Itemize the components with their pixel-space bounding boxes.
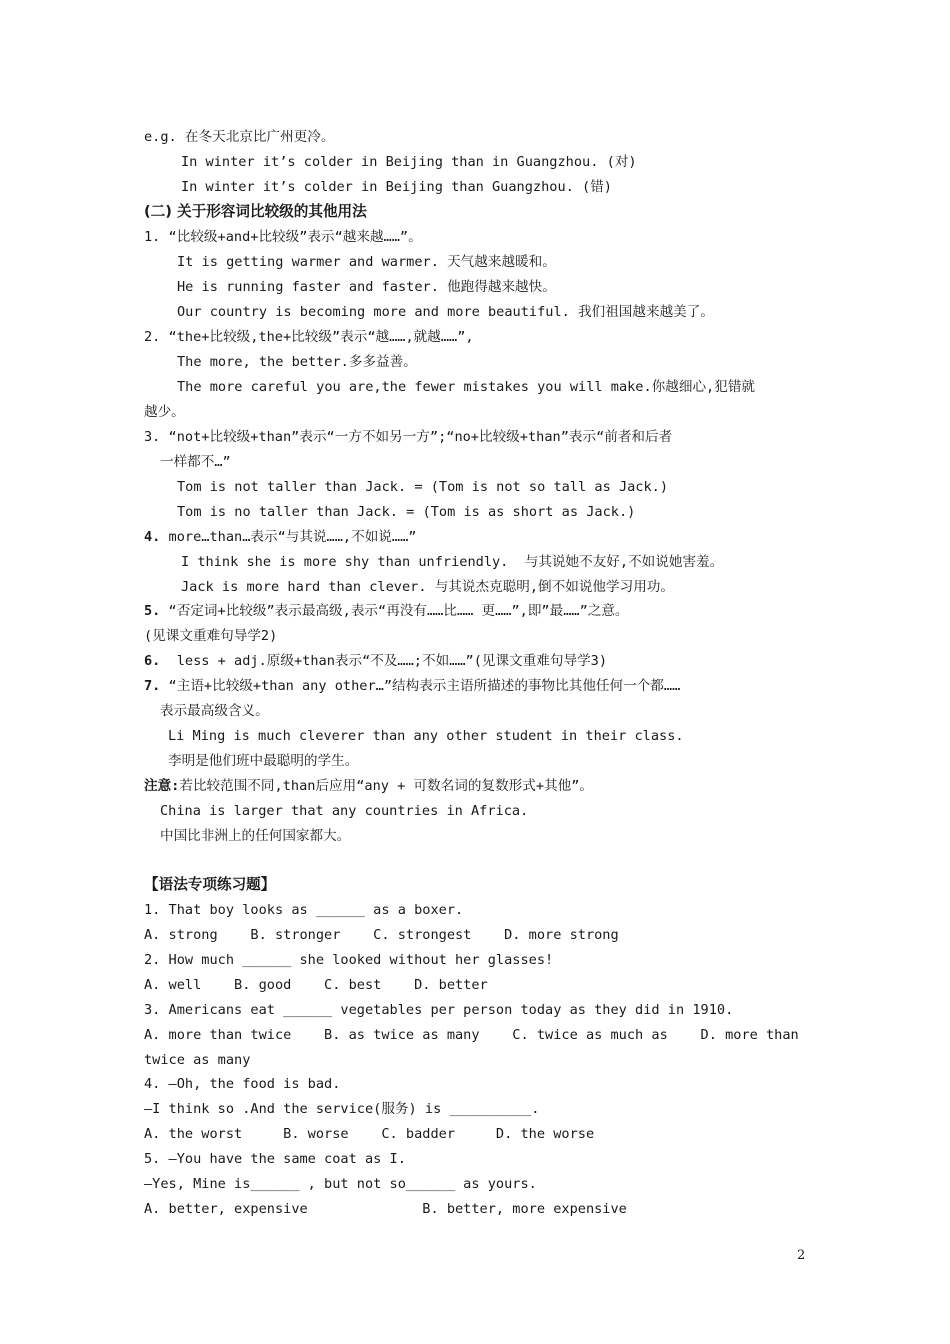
practice-heading: 【语法专项练习题】 bbox=[144, 876, 276, 893]
question-stem: —Yes, Mine is______ , but not so______ as yours. bbox=[144, 1176, 537, 1192]
question-stem: 2. How much ______ she looked without her glasses! bbox=[144, 952, 554, 968]
item7-number: 7. bbox=[144, 678, 161, 694]
question-options: A. well B. good C. best D. better bbox=[144, 977, 488, 993]
item6-title bbox=[144, 652, 607, 670]
item2-title: 2. “the+比较级,the+比较级”表示“越……,就越……”, bbox=[144, 329, 474, 345]
item1-title: 1. “比较级+and+比较级”表示“越来越……”。 bbox=[144, 229, 422, 245]
note-label: 注意: bbox=[144, 778, 180, 794]
item4-example: I think she is more shy than unfriendly. 与其说她不友好,不如说她害羞。 bbox=[181, 554, 724, 570]
note-example: China is larger that any countries in Africa. bbox=[160, 803, 529, 819]
item1-example: He is running faster and faster. 他跑得越来越快。 bbox=[177, 279, 556, 295]
note-example: 中国比非洲上的任何国家都大。 bbox=[160, 828, 351, 844]
example-eg: e.g. 在冬天北京比广州更冷。 bbox=[144, 129, 335, 145]
item7-title bbox=[144, 677, 680, 695]
note-text: 若比较范围不同,than后应用“any + 可数名词的复数形式+其他”。 bbox=[179, 778, 594, 794]
item2-example: The more careful you are,the fewer mistakes you will make.你越细心,犯错就 bbox=[177, 379, 756, 395]
item6-text: less + adj.原级+than表示“不及……;不如……”(见课文重难句导学3) bbox=[160, 653, 608, 669]
item4-number: 4. bbox=[144, 529, 161, 545]
question-stem: 1. That boy looks as ______ as a boxer. bbox=[144, 902, 464, 918]
item1-example: It is getting warmer and warmer. 天气越来越暖和。 bbox=[177, 254, 556, 270]
item3-title-cont: 一样都不…” bbox=[160, 454, 231, 470]
item5-number: 5. bbox=[144, 603, 161, 619]
item2-example: The more, the better.多多益善。 bbox=[177, 354, 417, 370]
question-options: A. better, expensive B. better, more expensive bbox=[144, 1201, 627, 1217]
item7-example: Li Ming is much cleverer than any other student in their class. bbox=[168, 728, 684, 744]
question-stem: 4. —Oh, the food is bad. bbox=[144, 1076, 341, 1092]
item7-example: 李明是他们班中最聪明的学生。 bbox=[168, 753, 359, 769]
question-options: A. strong B. stronger C. strongest D. more strong bbox=[144, 927, 619, 943]
item2-example-cont: 越少。 bbox=[144, 404, 185, 420]
item4-example: Jack is more hard than clever. 与其说杰克聪明,倒不如说他学习用功。 bbox=[181, 579, 674, 595]
item1-example: Our country is becoming more and more beautiful. 我们祖国越来越美了。 bbox=[177, 304, 714, 320]
question-options-cont: twice as many bbox=[144, 1052, 251, 1068]
item5-title bbox=[144, 602, 629, 620]
question-stem: 3. Americans eat ______ vegetables per person today as they did in 1910. bbox=[144, 1002, 734, 1018]
section-heading: (二) 关于形容词比较级的其他用法 bbox=[144, 203, 367, 220]
item5-text: “否定词+比较级”表示最高级,表示“再没有……比…… 更……”,即”最……”之意。 bbox=[160, 603, 629, 619]
item4-text: more…than…表示“与其说……,不如说……” bbox=[160, 529, 417, 545]
question-options: A. the worst B. worse C. badder D. the worse bbox=[144, 1126, 595, 1142]
item3-example: Tom is not taller than Jack. = (Tom is not so tall as Jack.) bbox=[177, 479, 669, 495]
item3-title: 3. “not+比较级+than”表示“一方不如另一方”;“no+比较级+than”表示“前者和后者 bbox=[144, 429, 673, 445]
note bbox=[144, 777, 593, 795]
item6-number: 6. bbox=[144, 653, 161, 669]
item5-title-cont: (见课文重难句导学2) bbox=[144, 628, 278, 644]
page-number: 2 bbox=[797, 1248, 806, 1263]
question-stem: 5. —You have the same coat as I. bbox=[144, 1151, 406, 1167]
example-wrong: In winter it’s colder in Beijing than Guangzhou. (错) bbox=[181, 179, 612, 195]
question-options: A. more than twice B. as twice as many C. twice as much as D. more than bbox=[144, 1027, 799, 1043]
example-right: In winter it’s colder in Beijing than in Guangzhou. (对) bbox=[181, 154, 637, 170]
item7-title-cont: 表示最高级含义。 bbox=[160, 703, 269, 719]
item7-text: “主语+比较级+than any other…”结构表示主语所描述的事物比其他任何一个都…… bbox=[160, 678, 681, 694]
item4-title bbox=[144, 528, 416, 546]
question-stem: —I think so .And the service(服务) is __________. bbox=[144, 1101, 540, 1117]
item3-example: Tom is no taller than Jack. = (Tom is as short as Jack.) bbox=[177, 504, 636, 520]
